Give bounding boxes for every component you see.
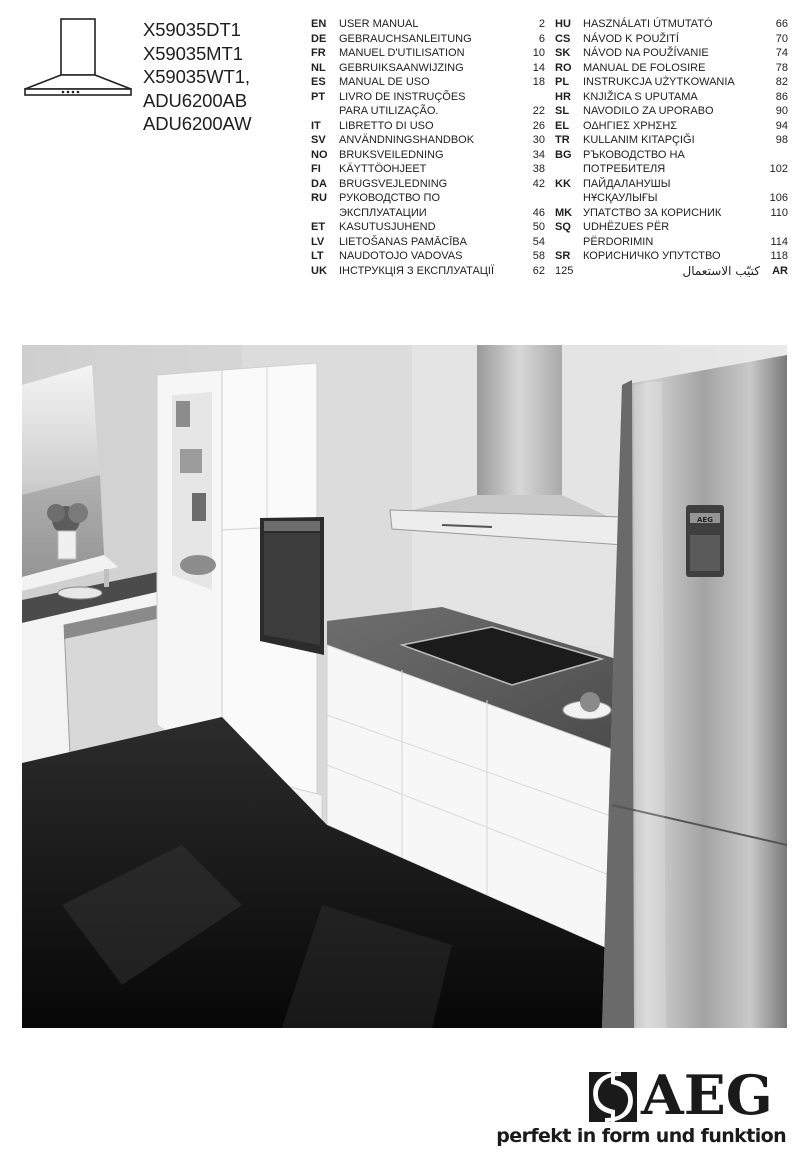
toc-page-number: 2: [538, 18, 545, 30]
toc-title: LIETOŠANAS PAMĀCĪBA: [339, 235, 467, 248]
toc-title: INSTRUKCJA UŻYTKOWANIA: [583, 76, 735, 88]
toc-language-code: HR: [555, 90, 571, 103]
toc-entry: [311, 75, 545, 90]
toc-title: РЪКОВОДСТВО НА: [583, 148, 685, 161]
toc-language-code: ET: [311, 221, 326, 233]
toc-title: MANUAL DE USO: [339, 76, 430, 88]
toc-entry: [311, 191, 545, 206]
toc-language-code: DE: [311, 32, 327, 45]
toc-language-code: LV: [311, 235, 325, 248]
toc-language-code: EN: [311, 18, 327, 30]
toc-language-code: SK: [555, 47, 571, 59]
toc-language-code: FI: [311, 163, 321, 175]
toc-entry: [555, 61, 788, 76]
toc-title: PËRDORIMIN: [583, 235, 654, 248]
toc-page-number: 50: [532, 221, 545, 233]
toc-page-number: 82: [775, 76, 788, 88]
toc-page-number: 90: [775, 105, 788, 117]
model-number: X59035DT1: [143, 19, 241, 40]
toc-page-number: 110: [770, 206, 788, 219]
toc-title: HASZNÁLATI ÚTMUTATÓ: [583, 18, 713, 30]
toc-language-code: BG: [555, 148, 572, 161]
toc-language-code: SL: [555, 105, 570, 117]
toc-language-code: FR: [311, 47, 326, 59]
toc-language-code: CS: [555, 32, 571, 45]
toc-page-number: 58: [532, 250, 545, 262]
toc-entry: [311, 32, 545, 47]
toc-page-number: 98: [775, 134, 788, 146]
toc-page-number: 38: [532, 163, 545, 175]
toc-language-code: UK: [311, 264, 327, 277]
toc-title: NÁVOD K POUŽITÍ: [583, 32, 679, 45]
toc-entry: [311, 177, 545, 192]
language-index-right: [555, 17, 788, 278]
toc-page-number: 125: [555, 264, 574, 277]
toc-language-code: AR: [772, 264, 788, 277]
toc-page-number: 18: [532, 76, 545, 88]
toc-title: MANUAL DE FOLOSIRE: [583, 61, 706, 74]
toc-title: УПАТСТВО ЗА КОРИСНИК: [583, 206, 722, 219]
cooker-hood-icon: [22, 18, 134, 100]
toc-entry: [555, 220, 788, 235]
aeg-logo: [589, 1063, 787, 1127]
model-number: X59035WT1,: [143, 66, 250, 87]
toc-page-number: 74: [775, 47, 788, 59]
toc-entry: [311, 148, 545, 163]
toc-title: ΟΔΗΓΙΕΣ ΧΡΗΣΗΣ: [583, 119, 678, 132]
toc-language-code: NL: [311, 61, 326, 74]
toc-title: USER MANUAL: [339, 18, 419, 30]
toc-entry: [311, 61, 545, 76]
toc-title: LIVRO DE INSTRUÇÕES: [339, 90, 466, 103]
toc-page-number: 30: [532, 134, 545, 146]
toc-title: UDHËZUES PËR: [583, 221, 670, 233]
toc-title: GEBRAUCHSANLEITUNG: [339, 32, 472, 45]
toc-entry: [311, 249, 545, 264]
toc-entry-arabic: [555, 264, 788, 279]
kitchen-photo: [22, 345, 787, 1028]
toc-entry: [311, 17, 545, 32]
toc-language-code: SQ: [555, 221, 571, 233]
toc-entry: [311, 220, 545, 235]
toc-language-code: KK: [555, 177, 571, 190]
toc-entry: [311, 133, 545, 148]
toc-entry: [311, 235, 545, 250]
toc-entry: [555, 206, 788, 221]
toc-title: ANVÄNDNINGSHANDBOK: [339, 134, 475, 146]
toc-entry: [555, 133, 788, 148]
toc-language-code: RO: [555, 61, 572, 74]
toc-title: MANUEL D'UTILISATION: [339, 47, 465, 59]
toc-title: ПАЙДАЛАНУШЫ: [583, 177, 671, 190]
toc-title: KASUTUSJUHEND: [339, 221, 436, 233]
model-number: X59035MT1: [143, 42, 243, 64]
toc-title: BRUKSVEILEDNING: [339, 148, 444, 161]
toc-language-code: PL: [555, 76, 570, 88]
toc-entry: [555, 90, 788, 105]
language-index-left: [311, 17, 545, 278]
toc-title: KNJIŽICA S UPUTAMA: [583, 90, 698, 103]
toc-page-number: 86: [775, 90, 788, 103]
toc-language-code: MK: [555, 206, 573, 219]
toc-title: PARA UTILIZAÇÃO.: [339, 105, 439, 117]
toc-title: ЭКСПЛУАТАЦИИ: [339, 206, 427, 219]
toc-entry: [555, 148, 788, 163]
toc-page-number: 14: [532, 61, 545, 74]
toc-title: KÄYTTÖOHJEET: [339, 163, 427, 175]
toc-language-code: LT: [311, 250, 324, 262]
toc-title: BRUGSVEJLEDNING: [339, 177, 448, 190]
toc-page-number: 118: [770, 250, 788, 262]
toc-page-number: 62: [532, 264, 545, 277]
toc-title: GEBRUIKSAANWIJZING: [339, 61, 464, 74]
toc-entry: [311, 104, 545, 119]
toc-entry: [311, 264, 545, 279]
toc-entry: [311, 90, 545, 105]
toc-title: КОРИСНИЧКО УПУТСТВО: [583, 250, 721, 262]
toc-language-code: DA: [311, 177, 327, 190]
brand-tagline: perfekt in form und funktion: [496, 1125, 786, 1147]
toc-entry: [311, 119, 545, 134]
toc-page-number: 94: [775, 119, 788, 132]
toc-title: كتيّب الاستعمال: [682, 263, 760, 278]
toc-language-code: SR: [555, 250, 571, 262]
toc-page-number: 102: [769, 163, 788, 175]
toc-entry: [555, 249, 788, 264]
toc-page-number: 70: [775, 32, 788, 45]
toc-page-number: 10: [532, 47, 545, 59]
toc-title: РУКОВОДСТВО ПО: [339, 192, 441, 204]
toc-page-number: 114: [770, 235, 788, 248]
toc-title: ПОТРЕБИТЕЛЯ: [583, 163, 666, 175]
toc-entry: [311, 206, 545, 221]
toc-page-number: 78: [775, 61, 788, 74]
toc-language-code: ES: [311, 76, 326, 88]
toc-entry: [555, 162, 788, 177]
toc-title: НҰСҚАУЛЫҒЫ: [583, 192, 658, 204]
toc-page-number: 46: [532, 206, 545, 219]
toc-entry: [555, 177, 788, 192]
toc-entry: [555, 235, 788, 250]
toc-page-number: 106: [769, 192, 788, 204]
toc-title: NÁVOD NA POUŽÍVANIE: [583, 47, 709, 59]
brand-name: AEG: [641, 1063, 773, 1127]
toc-language-code: TR: [555, 134, 570, 146]
toc-page-number: 22: [532, 105, 545, 117]
toc-page-number: 42: [532, 177, 545, 190]
toc-language-code: EL: [555, 119, 570, 132]
toc-language-code: PT: [311, 90, 326, 103]
toc-title: NAVODILO ZA UPORABO: [583, 105, 714, 117]
toc-page-number: 6: [538, 32, 545, 45]
toc-language-code: SV: [311, 134, 326, 146]
toc-entry: [555, 32, 788, 47]
toc-entry: [555, 119, 788, 134]
model-number: ADU6200AB: [143, 89, 247, 111]
model-list: [143, 18, 293, 136]
toc-entry: [555, 75, 788, 90]
toc-entry: [555, 46, 788, 61]
toc-page-number: 26: [532, 119, 545, 132]
toc-language-code: IT: [311, 119, 321, 132]
toc-language-code: HU: [555, 18, 571, 30]
toc-title: LIBRETTO DI USO: [339, 119, 434, 132]
model-number: ADU6200AW: [143, 113, 252, 134]
toc-title: NAUDOTOJO VADOVAS: [339, 250, 463, 262]
toc-entry: [555, 17, 788, 32]
toc-entry: [311, 162, 545, 177]
svg-text:AEG: AEG: [697, 516, 713, 524]
electrolux-mark-icon: [589, 1072, 637, 1122]
toc-language-code: NO: [311, 148, 328, 161]
toc-title: ІНСТРУКЦІЯ З ЕКСПЛУАТАЦІЇ: [339, 264, 495, 277]
toc-title: KULLANIM KITAPÇIĞI: [583, 134, 695, 146]
toc-page-number: 54: [532, 235, 545, 248]
toc-entry: [555, 191, 788, 206]
toc-page-number: 34: [532, 148, 545, 161]
toc-language-code: RU: [311, 192, 327, 204]
toc-page-number: 66: [775, 18, 788, 30]
toc-entry: [555, 104, 788, 119]
toc-entry: [311, 46, 545, 61]
